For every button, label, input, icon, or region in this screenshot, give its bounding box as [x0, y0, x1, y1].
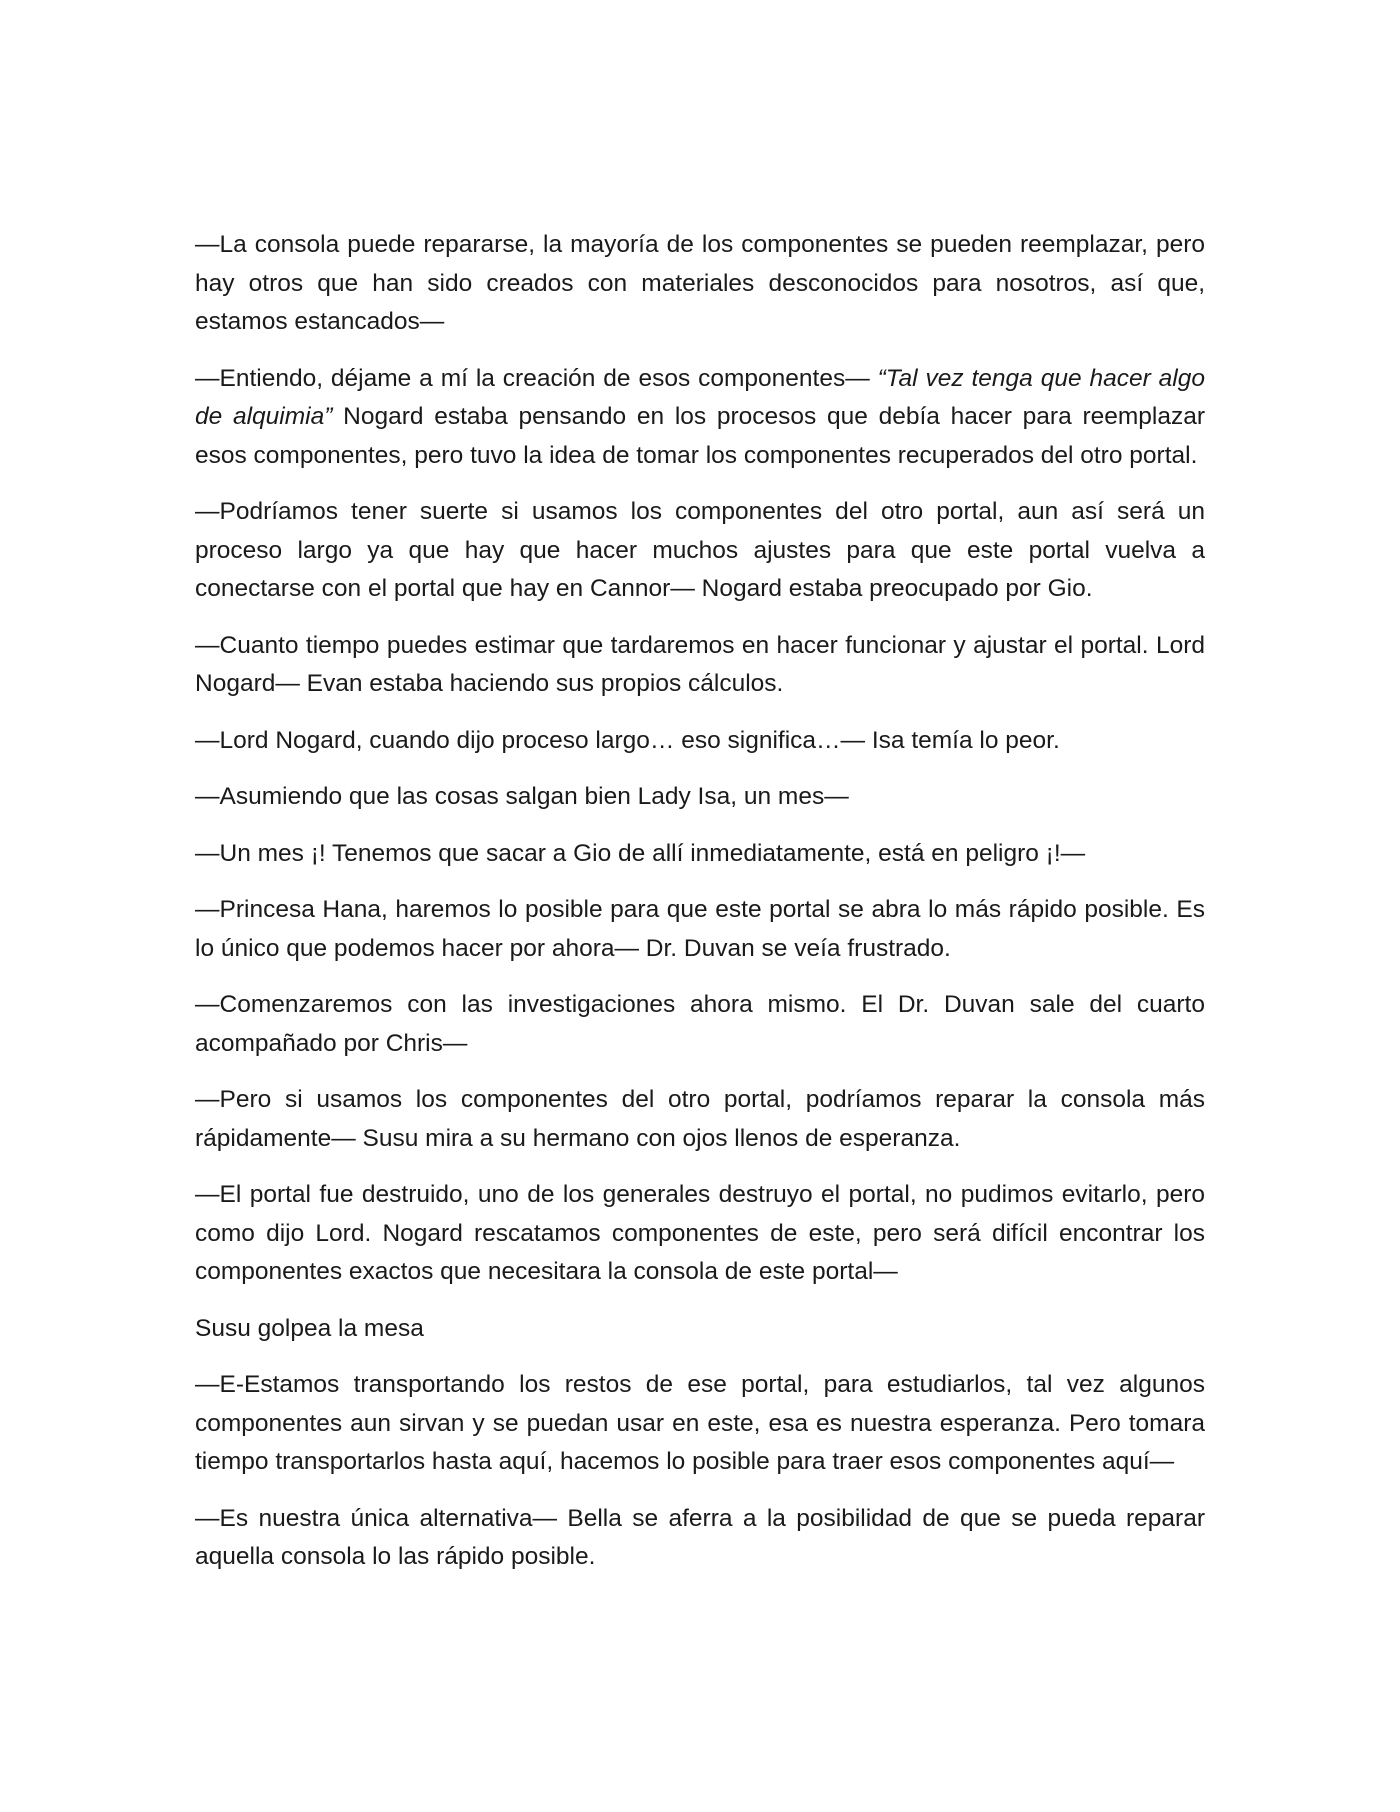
text-run: —Podríamos tener suerte si usamos los componentes del otro portal, aun así será un proceso largo ya que hay que hacer muchos ajustes para que este portal vuelva a conectarse con el portal que hay en Cannor— Nogard estaba preocupado por Gio.	[195, 498, 1205, 602]
body-text	[195, 226, 1205, 1595]
text-run: —Un mes ¡! Tenemos que sacar a Gio de allí inmediatamente, está en peligro ¡!—	[195, 839, 1086, 867]
paragraph	[195, 891, 1205, 968]
text-run: —La consola puede repararse, la mayoría de los componentes se pueden reemplazar, pero hay otros que han sido creados con materiales desconocidos para nosotros, así que, estamos estancados—	[195, 231, 1205, 335]
text-run: —E-Estamos transportando los restos de ese portal, para estudiarlos, tal vez algunos componentes aun sirvan y se puedan usar en este, esa es nuestra esperanza. Pero tomara tiempo transportarlos hasta aquí, hacemos lo posible para traer esos componentes aquí—	[195, 1371, 1205, 1475]
text-run: Susu golpea la mesa	[195, 1314, 424, 1342]
text-run: —Cuanto tiempo puedes estimar que tardaremos en hacer funcionar y ajustar el portal. Lord Nogard— Evan estaba haciendo sus propios cálculos.	[195, 631, 1205, 697]
text-run: —Lord Nogard, cuando dijo proceso largo… eso significa…— Isa temía lo peor.	[195, 726, 1060, 754]
paragraph	[195, 1081, 1205, 1158]
paragraph	[195, 986, 1205, 1063]
paragraph	[195, 226, 1205, 342]
text-run: —Pero si usamos los componentes del otro portal, podríamos reparar la consola más rápidamente— Susu mira a su hermano con ojos llenos de esperanza.	[195, 1086, 1205, 1152]
paragraph	[195, 1500, 1205, 1577]
text-run: —El portal fue destruido, uno de los generales destruyo el portal, no pudimos evitarlo, pero como dijo Lord. Nogard rescatamos componentes de este, pero será difícil encontrar los componentes exactos que necesitara la consola de este portal—	[195, 1181, 1205, 1285]
paragraph	[195, 627, 1205, 704]
text-run: —Es nuestra única alternativa— Bella se aferra a la posibilidad de que se pueda reparar aquella consola lo las rápido posible.	[195, 1504, 1205, 1570]
italic-thought: “Tal vez tenga que hacer algo de alquimia”	[195, 364, 1205, 430]
paragraph	[195, 360, 1205, 476]
paragraph	[195, 1310, 1205, 1349]
text-run: —Comenzaremos con las investigaciones ahora mismo. El Dr. Duvan sale del cuarto acompañado por Chris—	[195, 991, 1205, 1057]
paragraph	[195, 722, 1205, 761]
paragraph	[195, 1176, 1205, 1292]
text-run: —Princesa Hana, haremos lo posible para que este portal se abra lo más rápido posible. Es lo único que podemos hacer por ahora— Dr. Duvan se veía frustrado.	[195, 896, 1205, 962]
text-run: —Asumiendo que las cosas salgan bien Lady Isa, un mes—	[195, 783, 849, 810]
text-run: —Entiendo, déjame a mí la creación de esos componentes—	[195, 364, 878, 392]
text-run: Nogard estaba pensando en los procesos que debía hacer para reemplazar esos componentes, pero tuvo la idea de tomar los componentes recuperados del otro portal.	[195, 403, 1205, 469]
paragraph	[195, 1366, 1205, 1482]
paragraph	[195, 778, 1205, 817]
paragraph	[195, 835, 1205, 874]
paragraph	[195, 493, 1205, 609]
